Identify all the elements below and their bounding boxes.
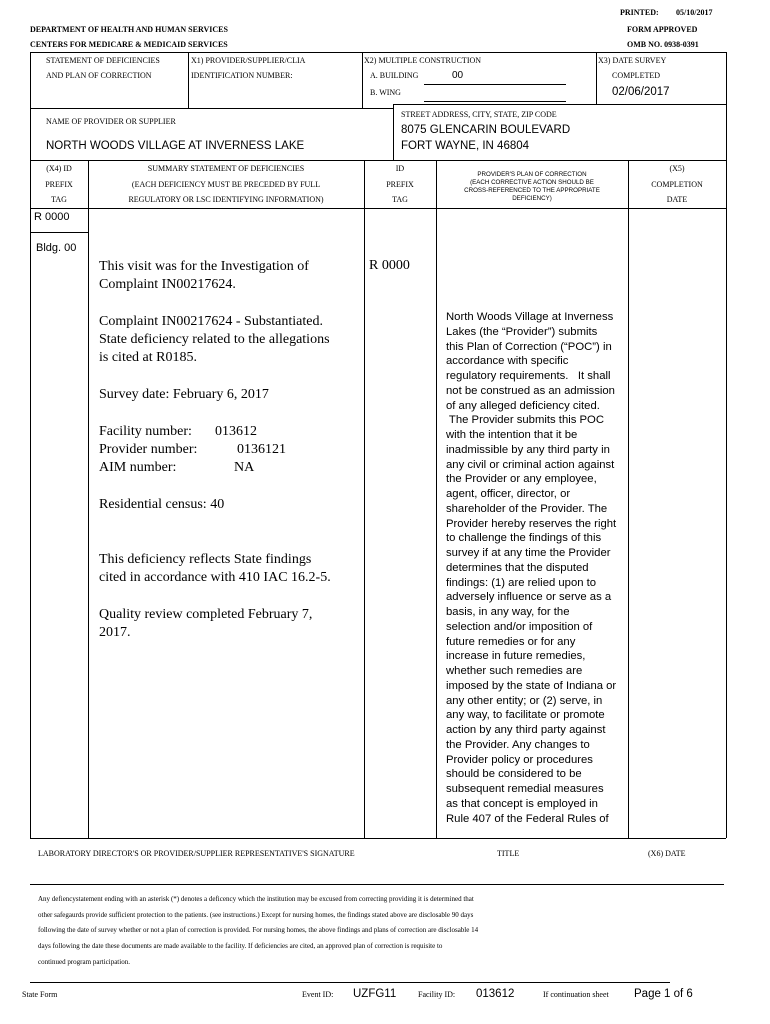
poc-line: increase in future remedies, [446, 650, 586, 663]
poc-line: the Provider. Any changes to [446, 738, 590, 751]
poc-line: shareholder of the Provider. The [446, 502, 608, 515]
centers-name: CENTERS FOR MEDICARE & MEDICAID SERVICES [30, 40, 228, 49]
complaint-line-1: Complaint IN00217624 - Substantiated. [99, 314, 323, 329]
wing-label: B. WING [370, 88, 401, 97]
disclaimer-line-2: other safegaurds provide sufficient protection to the patients. (see instructions.) Except for nursing homes, the findings stated above are disclosable 90 days [38, 911, 474, 919]
continuation-label: If continuation sheet [543, 990, 609, 999]
signature-date-label: (X6) DATE [648, 849, 686, 858]
facility-id-label: Facility ID: [418, 990, 456, 999]
poc-line: findings: (1) are relied upon to [446, 576, 597, 589]
x3-label-2: COMPLETED [612, 71, 660, 80]
provider-name-label: NAME OF PROVIDER OR SUPPLIER [46, 117, 176, 126]
provider-number-label: Provider number: [99, 442, 198, 457]
quality-review-line-2: 2017. [99, 625, 131, 640]
poc-line: to challenge the findings of this [446, 532, 602, 545]
x4-header-3: TAG [51, 195, 67, 204]
findings-line-2: cited in accordance with 410 IAC 16.2-5. [99, 570, 331, 585]
address-line-1: 8075 GLENCARIN BOULEVARD [401, 124, 571, 136]
printed-date: 05/10/2017 [676, 8, 713, 17]
poc-header-4: DEFICIENCY) [512, 195, 552, 202]
x4-header-1: (X4) ID [46, 164, 72, 173]
x2-label: X2) MULTIPLE CONSTRUCTION [364, 56, 482, 65]
poc-line: The Provider submits this POC [446, 414, 605, 427]
id-header-3: TAG [392, 195, 408, 204]
complaint-line-2: State deficiency related to the allegations [99, 332, 330, 347]
building-label: A. BUILDING [370, 71, 419, 80]
address-label: STREET ADDRESS, CITY, STATE, ZIP CODE [401, 110, 557, 119]
poc-line: agent, officer, director, or [446, 488, 571, 500]
poc-line: determines that the disputed [446, 561, 589, 574]
signature-label: LABORATORY DIRECTOR'S OR PROVIDER/SUPPLIER REPRESENTATIVE'S SIGNATURE [38, 849, 355, 858]
poc-header-3: CROSS-REFERENCED TO THE APPROPRIATE [464, 187, 600, 194]
visit-line-1: This visit was for the Investigation of [99, 259, 309, 274]
plan-of-correction-text [446, 310, 626, 826]
disclaimer-line-4: days following the date these documents are made available to the facility. If deficiencies are cited, an approved plan of correction is requisite to [38, 942, 443, 950]
complaint-line-3: is cited at R0185. [99, 350, 197, 365]
poc-line: with the intention that it be [446, 429, 578, 441]
page-number: Page 1 of 6 [634, 988, 693, 1000]
aim-number-label: AIM number: [99, 460, 177, 475]
building-tag: Bldg. 00 [36, 242, 77, 254]
poc-line: adversely influence or serve as a [446, 591, 612, 604]
id-header-1: ID [395, 164, 405, 173]
x1-label-2: IDENTIFICATION NUMBER: [191, 71, 293, 80]
address-line-2: FORT WAYNE, IN 46804 [401, 140, 530, 152]
signature-title-label: TITLE [497, 849, 520, 858]
facility-id-value: 013612 [476, 988, 515, 1000]
poc-line: subsequent remedial measures [446, 783, 604, 795]
poc-header-2: (EACH CORRECTIVE ACTION SHOULD BE [470, 179, 594, 186]
printed-label: PRINTED: [620, 8, 659, 17]
poc-line: Provider policy or procedures [446, 753, 593, 766]
poc-line: whether such remedies are [446, 665, 583, 677]
prefix-tag: R 0000 [34, 211, 70, 223]
poc-line: of any alleged deficiency cited. [446, 399, 600, 412]
department-name: DEPARTMENT OF HEALTH AND HUMAN SERVICES [30, 25, 228, 34]
visit-line-2: Complaint IN00217624. [99, 277, 236, 292]
facility-number-label: Facility number: [99, 424, 192, 439]
id-header-2: PREFIX [386, 180, 414, 189]
poc-line: North Woods Village at Inverness [446, 311, 614, 323]
poc-line: the Provider or any employee, [446, 473, 597, 486]
poc-line: regulatory requirements. It shall [446, 370, 611, 382]
id-prefix-tag: R 0000 [369, 258, 410, 273]
event-id-label: Event ID: [302, 990, 334, 999]
poc-line: basis, in any way, for the [446, 606, 570, 618]
poc-line: future remedies or for any [446, 635, 576, 648]
poc-line: any other entity; or (2) serve, in [446, 694, 603, 707]
poc-line: not be construed as an admission [446, 384, 615, 397]
summary-header-1: SUMMARY STATEMENT OF DEFICIENCIES [147, 164, 305, 173]
x5-header-2: COMPLETION [651, 180, 703, 189]
poc-line: selection and/or imposition of [446, 620, 593, 633]
x5-header-3: DATE [666, 195, 688, 204]
provider-number-value: 0136121 [237, 442, 286, 457]
poc-line: this Plan of Correction (“POC”) in [446, 340, 612, 353]
poc-line: Lakes (the “Provider”) submits [446, 325, 598, 338]
summary-header-3: REGULATORY OR LSC IDENTIFYING INFORMATION) [128, 195, 324, 204]
x5-header-1: (X5) [669, 164, 685, 173]
findings-line-1: This deficiency reflects State findings [99, 552, 312, 567]
poc-line: inadmissible by any third party in [446, 443, 610, 456]
summary-header-2: (EACH DEFICIENCY MUST BE PRECEDED BY FULL [131, 180, 321, 189]
statement-label-1: STATEMENT OF DEFICIENCIES [46, 56, 160, 65]
poc-line: should be considered to be [446, 768, 582, 781]
state-form-label: State Form [22, 990, 58, 999]
poc-line: Provider hereby reserves the right [446, 517, 617, 530]
provider-name: NORTH WOODS VILLAGE AT INVERNESS LAKE [46, 140, 305, 152]
poc-line: survey if at any time the Provider [446, 547, 611, 559]
survey-date: 02/06/2017 [612, 86, 670, 98]
poc-line: any way, to facilitate or promote [446, 709, 605, 722]
survey-date-text: Survey date: February 6, 2017 [99, 387, 269, 402]
disclaimer-line-3: following the date of survey whether or not a plan of correction is provided. For nursing homes, the above findings and plans of correction are disclosable 14 [38, 926, 479, 934]
event-id-value: UZFG11 [353, 988, 397, 1000]
poc-line: any civil or criminal action against [446, 458, 615, 471]
poc-line: imposed by the state of Indiana or [446, 679, 617, 692]
poc-line: action by any third party against [446, 724, 606, 736]
x1-label-1: X1) PROVIDER/SUPPLIER/CLIA [191, 56, 306, 65]
poc-header-1: PROVIDER'S PLAN OF CORRECTION [477, 171, 587, 178]
building-value: 00 [452, 70, 464, 81]
statement-label-2: AND PLAN OF CORRECTION [46, 71, 152, 80]
disclaimer-line-1: Any defiencystatement ending with an asterisk (*) denotes a deficency which the institution may be excused from correcting providing it is determined that [38, 895, 474, 903]
poc-line: as that concept is employed in [446, 797, 598, 810]
quality-review-line-1: Quality review completed February 7, [99, 607, 313, 622]
residential-census: Residential census: 40 [99, 497, 225, 512]
poc-line: accordance with specific [446, 355, 569, 368]
x4-header-2: PREFIX [45, 180, 73, 189]
disclaimer-line-5: continued program participation. [38, 958, 130, 966]
aim-number-value: NA [234, 460, 255, 475]
x3-label-1: X3) DATE SURVEY [598, 56, 667, 65]
facility-number-value: 013612 [215, 424, 257, 439]
poc-line: Rule 407 of the Federal Rules of [446, 812, 609, 825]
omb-number: OMB NO. 0938-0391 [627, 40, 699, 49]
form-approved: FORM APPROVED [627, 25, 698, 34]
